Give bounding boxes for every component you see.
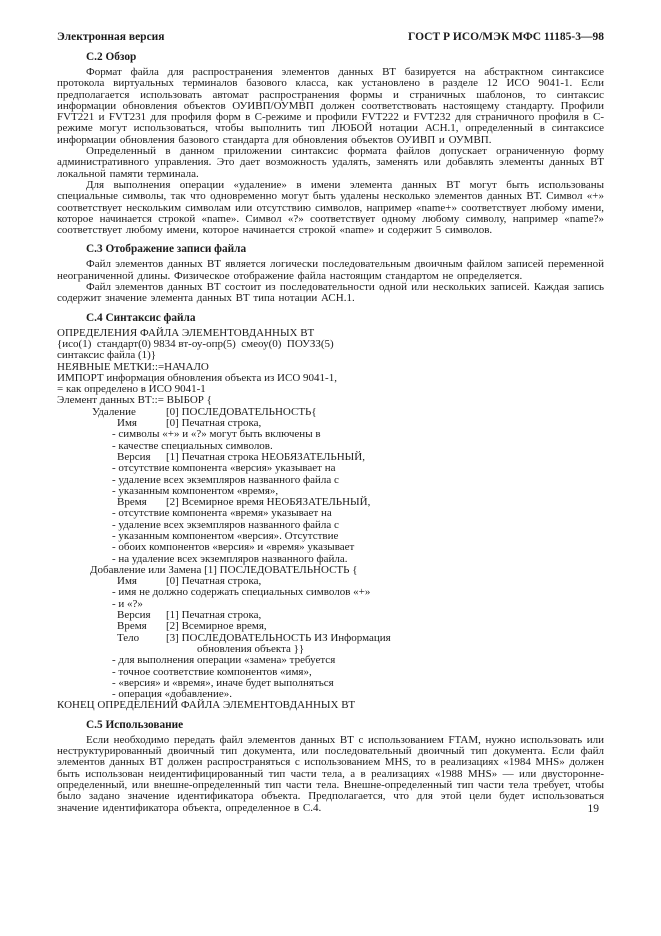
syntax-line-text: [0] Печатная строка, [166, 417, 262, 430]
syntax-field-name: Удаление [92, 405, 136, 418]
syntax-line-text: - указанным компонентом «версия». Отсутствие [112, 529, 339, 542]
syntax-line-text: - качестве специальных символов. [112, 439, 273, 452]
syntax-line-text: синтаксис файла (1)} [57, 349, 157, 362]
syntax-line-text: - точное соответствие компонентов «имя», [112, 665, 312, 678]
syntax-line-text: [1] Печатная строка, [166, 609, 262, 622]
page-number: 19 [587, 803, 599, 815]
syntax-line-text: [2] Всемирное время, [166, 620, 267, 633]
syntax-line-text: - операция «добавление». [112, 688, 233, 701]
syntax-field-name: Тело [117, 631, 140, 644]
syntax-line [57, 407, 604, 418]
page-content [57, 0, 604, 814]
paragraph: Формат файла для распространения элементов данных ВТ базируется на абстрактном синтаксисе протокола виртуальных терминалов базового класса, как установлено в разделе 12 ИСО 9041-1. Если предполагается использовать автомат распространения формы и страничных шаблонов, то синтаксис информации обновления объектов ОУИВП/ОУМВП должен соответствовать настоящему стандарту. Профили FVT221 и FVT231 для профиля форм в С-режиме и профили FVT222 и FVT232 для страничного профиля в С-режиме могут использоваться, чтобы выполнить тип ЛЮБОЙ нотации АСН.1, определенный в синтаксисе информации обновления базового стандарта для обновления объектов ОУИВП и ОУМВП. [57, 66, 604, 146]
syntax-line-text: - указанным компонентом «время», [112, 484, 279, 497]
syntax-line [57, 565, 604, 576]
syntax-line-text: - обоих компонентов «версия» и «время» указывает [112, 541, 355, 554]
section-c3 [57, 243, 604, 304]
syntax-line-text: - удаление всех экземпляров названного файла с [112, 518, 339, 531]
section-c5 [57, 719, 604, 814]
section-c2 [57, 51, 604, 236]
asn1-syntax-listing [57, 328, 604, 712]
syntax-line-text: [2] Всемирное время НЕОБЯЗАТЕЛЬНЫЙ, [166, 496, 371, 509]
syntax-line-text: - «версия» и «время», иначе будет выполняться [112, 676, 334, 689]
syntax-field-name: Имя [117, 417, 137, 430]
section-c2-heading: С.2 Обзор [86, 51, 137, 63]
syntax-line-text: - удаление всех экземпляров названного файла с [112, 473, 339, 486]
syntax-line-text: Добавление или Замена [1] ПОСЛЕДОВАТЕЛЬНОСТЬ { [90, 563, 358, 576]
syntax-line-text: [0] ПОСЛЕДОВАТЕЛЬНОСТЬ{ [166, 405, 317, 418]
syntax-line-text: - отсутствие компонента «версия» указывает на [112, 462, 336, 475]
syntax-line-text: - и «?» [112, 597, 143, 610]
section-c2-paragraphs [57, 67, 604, 236]
paragraph: Файл элементов данных ВТ состоит из последовательности одной или нескольких записей. Каждая запись содержит значение элемента данных ВТ типа нотации АСН.1. [57, 281, 604, 305]
syntax-line-text: ИМПОРТ информация обновления объекта из ИСО 9041-1, [57, 371, 337, 384]
syntax-field-name: Версия [117, 609, 151, 622]
syntax-line [57, 395, 604, 406]
syntax-line-text: - отсутствие компонента «время» указывает на [112, 507, 332, 520]
syntax-line-text: - имя не должно содержать специальных символов «+» [112, 586, 371, 599]
syntax-field-name: Имя [117, 575, 137, 588]
section-c5-heading: С.5 Использование [86, 718, 184, 731]
syntax-line-text: {исо(1) стандарт(0) 9834 вт-оу-опр(5) смеоу(0) ПОУЗЗ(5) [57, 337, 334, 350]
section-c3-heading: С.3 Отображение записи файла [86, 243, 247, 256]
syntax-line-text: [0] Печатная строка, [166, 575, 262, 588]
section-c4 [57, 312, 604, 712]
paragraph: Для выполнения операции «удаление» в имени элемента данных ВТ могут быть использованы специальные символы, так что одновременно могут быть удалены несколько элементов данных ВТ. Символ «+» соответствует нескольким символам или отсутствию символов, например «name+» соответствует любому имени, которое начинается строкой «name». Символ «?» соответствует одному любому символу, например «name?» соответствует любому имени, которое начинается строкой «name» и содержит 5 символов. [57, 178, 604, 237]
syntax-field-name: Время [117, 496, 147, 509]
syntax-field-name: Версия [117, 450, 151, 463]
syntax-line-text: = как определено в ИСО 9041-1 [57, 383, 206, 396]
section-c4-heading: С.4 Синтаксис файла [86, 311, 196, 324]
section-c5-paragraphs [57, 735, 604, 814]
syntax-line [57, 633, 604, 644]
syntax-line-text: - на удаление всех экземпляров названного файла. [112, 552, 348, 565]
syntax-line-text: - символы «+» и «?» могут быть включены в [112, 428, 321, 441]
syntax-line-text: НЕЯВНЫЕ МЕТКИ::=НАЧАЛО [57, 360, 209, 373]
page-header [57, 0, 604, 44]
section-c3-paragraphs [57, 259, 604, 304]
header-standard-number: ГОСТ Р ИСО/МЭК МФС 11185-3—98 [408, 31, 604, 43]
syntax-line-text: [3] ПОСЛЕДОВАТЕЛЬНОСТЬ ИЗ Информация [166, 631, 391, 644]
syntax-line [57, 700, 604, 711]
header-edition-label: Электронная версия [57, 31, 165, 43]
syntax-line-text: обновления объекта }} [197, 642, 305, 655]
syntax-field-name: Время [117, 620, 147, 633]
syntax-line-text: [1] Печатная строка НЕОБЯЗАТЕЛЬНЫЙ, [166, 450, 365, 463]
paragraph: Файл элементов данных ВТ является логически последовательным двоичным файлом записей переменной неограниченной длины. Физическое отображение файла настоящим стандартом не определяется. [57, 258, 604, 282]
syntax-line-text: - для выполнения операции «замена» требуется [112, 654, 336, 667]
paragraph: Если необходимо передать файл элементов данных ВТ с использованием FTAM, нужно использовать или неструктурированный двоичный тип документа, или последовательный двоичный тип документа. Если файл элементов данных ВТ должен распространяться с использованием MHS, то в реализациях «1984 MHS» должен быть использован неидентифицированный тип части тела, а в реализациях «1988 MHS» — или двусторонне-определенный, или внешне-определенный тип части тела. Внешне-определенный тип части тела требует, чтобы было задано значение идентификатора объекта. Предполагается, что для этой цели будет использоваться значение идентификатора объекта, определенное в С.4. [57, 733, 604, 814]
syntax-line-text: ОПРЕДЕЛЕНИЯ ФАЙЛА ЭЛЕМЕНТОВДАННЫХ ВТ [57, 326, 315, 339]
syntax-line-text: Элемент данных ВТ::= ВЫБОР { [57, 394, 212, 407]
syntax-line-text: КОНЕЦ ОПРЕДЕЛЕНИЙ ФАЙЛА ЭЛЕМЕНТОВДАННЫХ ВТ [57, 699, 356, 712]
paragraph: Определенный в данном приложении синтаксис формата файлов допускает ограниченную форму административного управления. Это дает возможность удалять, заменять или добавлять элементы данных ВТ локальной памяти терминала. [57, 145, 604, 180]
